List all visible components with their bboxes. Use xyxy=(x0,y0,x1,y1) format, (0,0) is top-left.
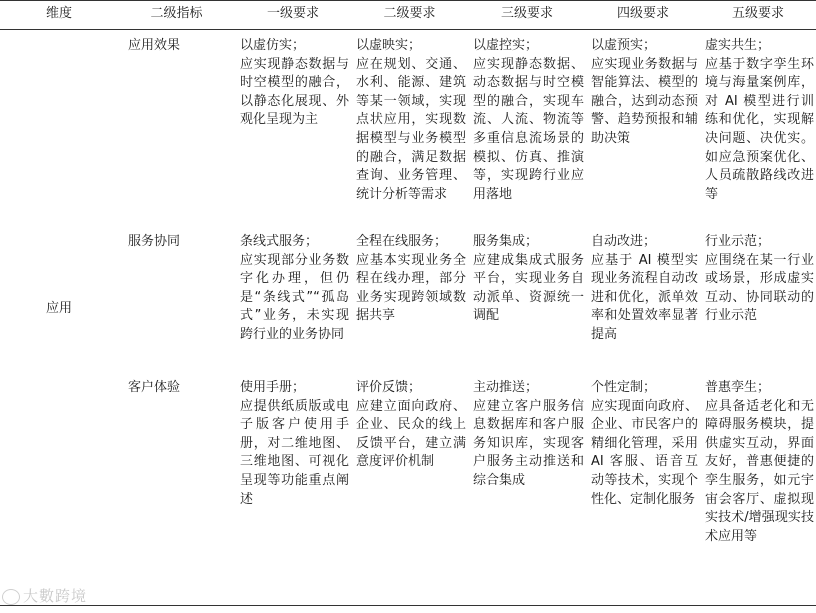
indicator-cell: 服务协同 xyxy=(128,234,181,249)
requirement-title: 全程在线服务； xyxy=(356,234,448,249)
indicator-cell: 客户体验 xyxy=(128,380,181,395)
requirement-cell xyxy=(700,372,816,588)
requirement-cell xyxy=(468,372,586,588)
requirement-title: 以虚映实； xyxy=(356,38,422,53)
dimension-cell: 应用 xyxy=(45,300,72,316)
requirement-cell xyxy=(235,226,351,372)
requirement-title: 虚实共生； xyxy=(705,38,771,53)
requirement-cell xyxy=(586,30,700,227)
header-level-4: 四级要求 xyxy=(586,0,700,30)
requirement-cell xyxy=(351,226,468,372)
requirement-body: 应提供纸质版或电子版客户使用手册，对二维地图、三维地图、可视化呈现等功能重点阐述 xyxy=(240,398,349,507)
table-row xyxy=(0,30,816,227)
table-row xyxy=(0,226,816,372)
requirement-body: 应实现部分业务数字化办理，但仍是“条线式”“孤岛式”业务，未实现跨行业的业务协同 xyxy=(240,252,349,342)
requirement-title: 普惠孪生； xyxy=(705,380,771,395)
requirement-body: 应基于 AI 模型实现业务流程自动改进和优化，派单效率和处置效率显著提高 xyxy=(591,252,698,342)
requirement-cell xyxy=(351,372,468,588)
requirement-cell xyxy=(700,226,816,372)
requirement-title: 行业示范； xyxy=(705,234,771,249)
requirement-body: 应实现业务数据与智能算法、模型的融合，达到动态预警、趋势预报和辅助决策 xyxy=(591,56,698,146)
watermark-logo-icon xyxy=(2,589,20,605)
watermark xyxy=(2,585,87,606)
requirement-cell xyxy=(235,372,351,588)
requirement-title: 自动改进； xyxy=(591,234,657,249)
requirement-title: 以虚控实； xyxy=(473,38,539,53)
requirement-title: 个性定制； xyxy=(591,380,657,395)
table-bottom-rule xyxy=(0,605,816,606)
header-level-2: 二级要求 xyxy=(351,0,468,30)
requirement-title: 使用手册； xyxy=(240,380,306,395)
requirement-body: 应具备适老化和无障碍服务模块，提供虚实互动，界面友好，普惠便捷的孪生服务，如元宇宙会客厅、虚拟现实技术/增强现实技术应用等 xyxy=(705,398,814,544)
requirement-cell xyxy=(700,30,816,227)
requirement-title: 评价反馈； xyxy=(356,380,422,395)
requirement-title: 以虚预实； xyxy=(591,38,657,53)
requirement-body: 应实现静态数据与时空模型的融合，以静态化展现、外观化呈现为主 xyxy=(240,56,349,128)
requirement-body: 应围绕在某一行业或场景，形成虚实互动、协同联动的行业示范 xyxy=(705,252,814,324)
requirement-body: 应基于数字孪生环境与海量案例库，对 AI 模型进行训练和优化，实现解决问题、决优实。如应急预案优化、人员疏散路线改进等 xyxy=(705,56,814,202)
table-header-row xyxy=(0,0,816,30)
requirement-cell xyxy=(468,30,586,227)
requirement-cell xyxy=(235,30,351,227)
requirement-body: 应建立面向政府、企业、民众的线上反馈平台，建立满意度评价机制 xyxy=(356,398,466,470)
requirement-title: 主动推送； xyxy=(473,380,539,395)
header-dimension: 维度 xyxy=(0,0,118,30)
requirement-body: 应基本实现业务全程在线办理，部分业务实现跨领域数据共享 xyxy=(356,252,466,324)
header-level-1: 一级要求 xyxy=(235,0,351,30)
requirement-title: 服务集成； xyxy=(473,234,539,249)
requirement-body: 应建成集成式服务平台，实现业务自动派单、资源统一调配 xyxy=(473,252,584,324)
requirement-cell xyxy=(468,226,586,372)
requirement-body: 应在规划、交通、水利、能源、建筑等某一领域，实现点状应用，实现数据模型与业务模型的融合，满足数据查询、业务管理、统计分析等需求 xyxy=(356,56,466,202)
header-level-5: 五级要求 xyxy=(700,0,816,30)
header-secondary-indicator: 二级指标 xyxy=(118,0,235,30)
requirement-body: 应建立客户服务信息数据库和客户服务知识库，实现客户服务主动推送和综合集成 xyxy=(473,398,584,488)
table-row xyxy=(0,372,816,588)
requirement-cell xyxy=(586,226,700,372)
requirement-title: 条线式服务； xyxy=(240,234,319,249)
indicator-cell: 应用效果 xyxy=(128,38,181,53)
header-level-3: 三级要求 xyxy=(468,0,586,30)
watermark-text: 大數跨境 xyxy=(23,587,88,605)
requirement-body: 应实现面向政府、企业、市民客户的精细化管理，采用 AI 客服、语音互动等技术，实现个性化、定制化服务 xyxy=(591,398,698,507)
requirement-cell xyxy=(351,30,468,227)
requirement-body: 应实现静态数据、动态数据与时空模型的融合，实现车流、人流、物流等多重信息流场景的模拟、仿真、推演等，实现跨行业应用落地 xyxy=(473,56,584,202)
requirement-title: 以虚仿实； xyxy=(240,38,306,53)
requirement-cell xyxy=(586,372,700,588)
